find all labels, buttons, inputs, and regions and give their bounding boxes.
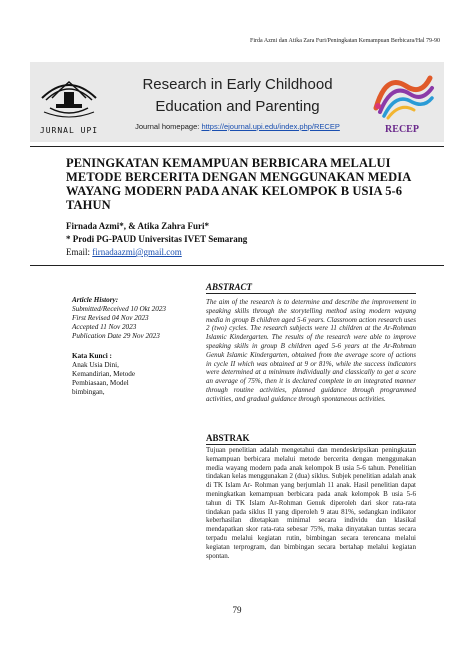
email-label: Email: bbox=[66, 247, 93, 257]
page-number: 79 bbox=[232, 605, 242, 615]
keyword-item: bimbingan, bbox=[72, 388, 105, 396]
logo-right-text: RECEP bbox=[385, 124, 419, 135]
recep-swirl-icon bbox=[366, 68, 438, 124]
email-link[interactable]: firnadaazmi@gmail.com bbox=[92, 247, 182, 257]
keywords bbox=[72, 352, 194, 397]
running-header: Firda Azmi dan Atika Zara Furi/Peningkatan Kemampuan Berbicara/Hal 79-90 bbox=[250, 38, 440, 44]
section-rule bbox=[30, 265, 444, 266]
journal-title bbox=[110, 74, 365, 118]
history-first-revised: First Revised 04 Nov 2023 bbox=[72, 314, 149, 322]
abstract-heading: ABSTRACT bbox=[206, 282, 253, 292]
homepage-link[interactable]: https://ejournal.upi.edu/index.php/RECEP bbox=[201, 122, 340, 131]
paper-title: PENINGKATAN KEMAMPUAN BERBICARA MELALUI METODE BERCERITA DENGAN MENGGUNAKAN MEDIA WAYANG MODERN PADA ANAK KELOMPOK B USIA 5-6 TAHUN bbox=[66, 156, 411, 212]
history-heading: Article History: bbox=[72, 296, 119, 304]
abstrak-rule bbox=[206, 444, 416, 445]
header-rule bbox=[30, 146, 444, 147]
upi-emblem-icon bbox=[36, 68, 102, 124]
abstrak-text: Tujuan penelitian adalah mengetahui dan mendeskripsikan peningkatan kemampuan berbicara melalui metode bercerita dengan menggunakan media wayang modern pada anak kelompok B usia 5-6 tahun. Penelitian tindakan kelas menggunakan 2 (dua) siklus. Subjek penelitian adalah anak di TK Islam Ar- Rohman yang berjumlah 11 anak. Hasil penelitian dapat meningkatkan kemampuan berbicara pada anak kelompok B usia 5-6 tahun di TK Islam Ar-Rohman Genuk diperoleh dari skor rata-rata tindakan pada siklus II yang diperoleh 9 atau 81%, sedangkan indikator keberhasilan ditetapkan minimal secara individu dan klasikal mendapatkan skor rata-rata sebesar 75%, maka dinyatakan tuntas secara terpadu melalui kegiatan rutin, bimbingan secara terencana melalui kegiatan terprogram, dan bimbingan secara bertahap melalui kegiatan spontan. bbox=[206, 446, 416, 560]
abstrak-heading: ABSTRAK bbox=[206, 433, 250, 443]
jurnal-upi-logo bbox=[36, 68, 102, 138]
logo-left-text: JURNAL UPI bbox=[39, 126, 99, 135]
abstract-rule bbox=[206, 293, 416, 294]
journal-title-line2: Education and Parenting bbox=[155, 98, 320, 115]
homepage-label: Journal homepage: bbox=[135, 122, 202, 131]
history-publication: Publication Date 29 Nov 2023 bbox=[72, 332, 160, 340]
authors: Firnada Azmi*, & Atika Zahra Furi* bbox=[66, 221, 210, 231]
keywords-heading: Kata Kunci : bbox=[72, 352, 112, 360]
journal-banner bbox=[30, 62, 444, 142]
keyword-item: Kemandirian, Metode bbox=[72, 370, 136, 378]
journal-homepage bbox=[110, 122, 365, 131]
history-submitted: Submitted/Received 10 Okt 2023 bbox=[72, 305, 167, 313]
abstract-text: The aim of the research is to determine and describe the improvement in speaking skills through the storytelling method using modern wayang media in group B children aged 5-6 years. Classroom action research uses 2 (two) cycles. The research subjects were 11 children at the Ar-Rohman Islamic Kindergarten. The results of the research were able to improve speaking skills in group B children aged 5-6 years at the Ar-Rohman Genuk Islamic Kindergarten, obtained from the average score of actions in cycle II which was obtained at 9 or 81%, while the success indicators were determined at a minimum individually and classically to get a score an average of 75%, then it is declared complete in an integrated manner through routine activities, planned guidance through programmed activities, and gradual guidance through spontaneous activities. bbox=[206, 298, 416, 403]
keyword-item: Pembiasaan, Model bbox=[72, 379, 129, 387]
keyword-item: Anak Usia Dini, bbox=[72, 361, 119, 369]
history-accepted: Accepted 11 Nov 2023 bbox=[72, 323, 137, 331]
recep-logo bbox=[366, 68, 438, 138]
article-history bbox=[72, 296, 194, 341]
affiliation: * Prodi PG-PAUD Universitas IVET Semarang bbox=[66, 234, 248, 244]
journal-title-line1: Research in Early Childhood bbox=[142, 76, 333, 93]
email-line bbox=[66, 247, 182, 257]
